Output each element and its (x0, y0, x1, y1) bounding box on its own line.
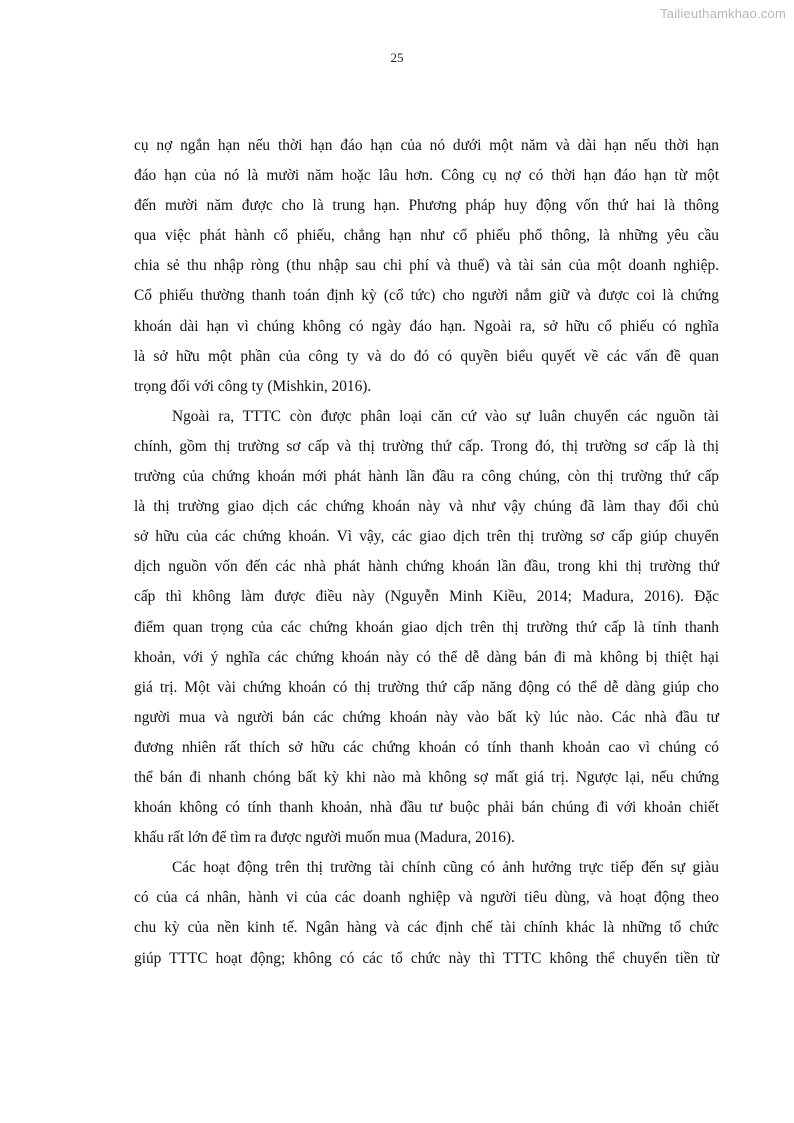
text-line: khoán không có tính thanh khoản, nhà đầu tư buộc phải bán chúng đi với khoản chiết (134, 799, 719, 817)
text-line: Cổ phiếu thường thanh toán định kỳ (cổ tức) cho người nắm giữ và được coi là chứng (134, 287, 719, 305)
document-body (134, 131, 719, 974)
text-line: đáo hạn của nó là mười năm hoặc lâu hơn. Công cụ nợ có thời hạn đáo hạn từ một (134, 167, 719, 185)
text-line: Ngoài ra, TTTC còn được phân loại căn cứ vào sự luân chuyển các nguồn tài (172, 407, 719, 425)
page-number: 25 (390, 50, 404, 65)
text-line: trọng đối với công ty (Mishkin, 2016). (134, 377, 372, 395)
text-line: là sở hữu một phần của công ty và do đó có quyền biểu quyết về các vấn đề quan (134, 347, 719, 365)
text-line: đương nhiên rất thích sở hữu các chứng khoán có tính thanh khoản cao vì chúng có (134, 738, 719, 756)
text-line: điểm quan trọng của các chứng khoán giao dịch trên thị trường thứ cấp là tính thanh (134, 618, 719, 636)
text-line: khoán dài hạn vì chúng không có ngày đáo hạn. Ngoài ra, sở hữu cổ phiếu có nghĩa (134, 317, 719, 335)
text-line: giúp TTTC hoạt động; không có các tổ chức này thì TTTC không thể chuyển tiền từ (134, 949, 719, 967)
text-line: Các hoạt động trên thị trường tài chính cũng có ảnh hưởng trực tiếp đến sự giàu (172, 859, 719, 877)
text-line: giá trị. Một vài chứng khoán có thị trường thứ cấp năng động có thể dễ dàng giúp cho (134, 678, 719, 696)
text-line: chia sẻ thu nhập ròng (thu nhập sau chi phí và thuế) và tài sản của một doanh nghiệp. (134, 257, 719, 275)
text-line: qua việc phát hành cổ phiếu, chẳng hạn như cổ phiếu phổ thông, là những yêu cầu (134, 227, 719, 245)
paragraph-1 (134, 131, 719, 402)
text-line: cấp thì không làm được điều này (Nguyễn Minh Kiều, 2014; Madura, 2016). Đặc (134, 588, 719, 606)
text-line: chu kỳ của nền kinh tế. Ngân hàng và các định chế tài chính khác là những tổ chức (134, 919, 719, 937)
text-line: đến mười năm được cho là trung hạn. Phương pháp huy động vốn thứ hai là thông (134, 197, 719, 215)
text-line: người mua và người bán các chứng khoán này vào bất kỳ lúc nào. Các nhà đầu tư (134, 708, 719, 726)
text-line: khấu rất lớn để tìm ra được người muốn mua (Madura, 2016). (134, 829, 515, 847)
text-line: trường của chứng khoán mới phát hành lần đầu ra công chúng, còn thị trường thứ cấp (134, 468, 719, 486)
watermark: Tailieuthamkhao.com (660, 6, 786, 21)
text-line: khoản, với ý nghĩa các chứng khoán này có thể dễ dàng bán đi mà không bị thiệt hại (134, 648, 719, 666)
text-line: cụ nợ ngắn hạn nếu thời hạn đáo hạn của nó dưới một năm và dài hạn nếu thời hạn (134, 137, 719, 154)
text-line: có của cá nhân, hành vi của các doanh nghiệp và người tiêu dùng, và hoạt động theo (134, 889, 719, 907)
text-line: chính, gồm thị trường sơ cấp và thị trường thứ cấp. Trong đó, thị trường sơ cấp là thị (134, 437, 719, 455)
text-line: là thị trường giao dịch các chứng khoán này và như vậy chúng đã làm thay đổi chủ (134, 498, 719, 516)
text-line: thể bán đi nhanh chóng bất kỳ khi nào mà không sợ mất giá trị. Ngược lại, nếu chứng (134, 768, 719, 786)
paragraph-2 (134, 402, 719, 853)
text-line: dịch nguồn vốn đến các nhà phát hành chứng khoán lần đầu, trong khi thị trường thứ (134, 558, 719, 576)
paragraph-3 (134, 853, 719, 973)
text-line: sở hữu của các chứng khoán. Vì vậy, các giao dịch trên thị trường sơ cấp giúp chuyển (134, 528, 719, 546)
